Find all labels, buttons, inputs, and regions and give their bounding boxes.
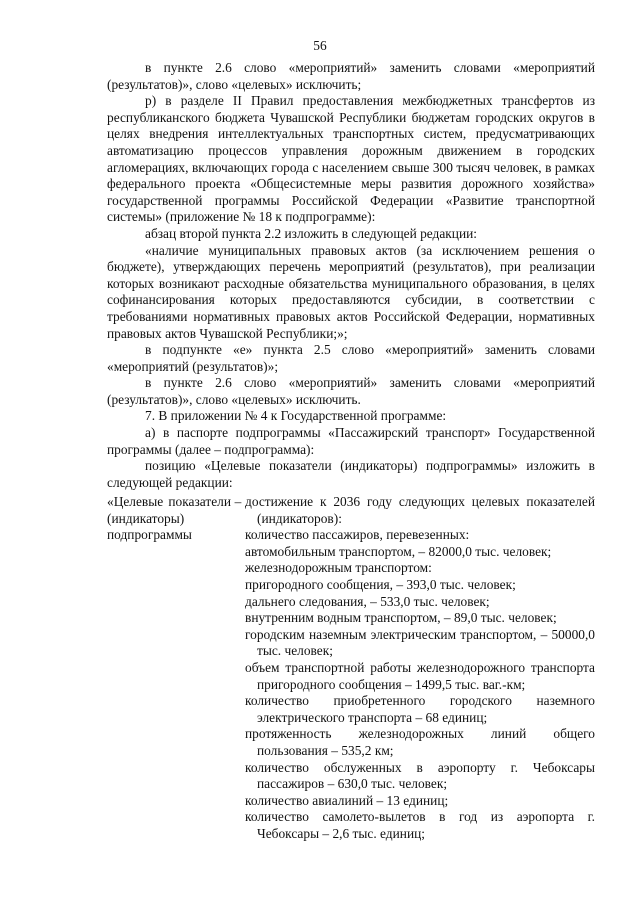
paragraph: а) в паспорте подпрограммы «Пассажирский транспорт» Государственной программы (далее – подпрограмма):	[107, 425, 595, 457]
paragraph: р) в разделе II Правил предоставления межбюджетных трансфертов из республиканского бюджета Чувашской Республики бюджетам городских округов в целях внедрения интеллектуальных транспортных систем, предусматривающих автоматизацию процессов управления дорожным движением в городских агломерациях, включающих города с населением свыше 300 тысяч человек, в рамках федерального проекта «Общесистемные меры развития дорожного хозяйства» государственной программы Российской Федерации «Развитие транспортной системы» (приложение № 18 к подпрограмме):	[107, 93, 595, 225]
indicator-item: пригородного сообщения, – 393,0 тыс. человек;	[245, 576, 516, 592]
page-number: 56	[313, 38, 327, 53]
indicators-content	[245, 494, 595, 842]
indicators-intro: достижение к 2036 году следующих целевых показателей (индикаторов):	[245, 494, 595, 526]
indicator-item: автомобильным транспортом, – 82000,0 тыс. человек;	[245, 543, 552, 559]
indicator-item: протяженность железнодорожных линий общего пользования – 535,2 км;	[245, 726, 595, 758]
paragraph: позицию «Целевые показатели (индикаторы) подпрограммы» изложить в следующей редакции:	[107, 458, 595, 490]
paragraph: в подпункте «е» пункта 2.5 слово «мероприятий» заменить словами «мероприятий (результатов)»;	[107, 342, 595, 374]
document-body	[107, 60, 595, 491]
indicator-item: количество пассажиров, перевезенных:	[245, 527, 470, 543]
indicator-item: объем транспортной работы железнодорожного транспорта пригородного сообщения – 1499,5 тыс. ваг.-км;	[245, 659, 595, 692]
paragraph: в пункте 2.6 слово «мероприятий» заменить словами «мероприятий (результатов)», слово «целевых» исключить.	[107, 375, 595, 407]
indicator-item: количество приобретенного городского наземного электрического транспорта – 68 единиц;	[245, 693, 595, 725]
indicator-item: количество обслуженных в аэропорту г. Чебоксары пассажиров – 630,0 тыс. человек;	[245, 759, 595, 792]
paragraph: абзац второй пункта 2.2 изложить в следующей редакции:	[145, 225, 478, 241]
indicator-item: внутренним водным транспортом, – 89,0 тыс. человек;	[245, 610, 557, 626]
indicator-item: количество самолето-вылетов в год из аэропорта г. Чебоксары – 2,6 тыс. единиц;	[245, 809, 595, 841]
indicator-item: железнодорожным транспортом:	[245, 560, 432, 576]
indicator-item: городским наземным электрическим транспортом, – 50000,0 тыс. человек;	[245, 626, 595, 659]
indicators-table	[107, 494, 595, 842]
indicator-item: количество авиалиний – 13 единиц;	[245, 792, 449, 808]
indicators-label: «Целевые показатели (индикаторы) подпрограммы	[107, 494, 231, 543]
indicators-dash: –	[234, 494, 242, 509]
indicator-item: дальнего следования, – 533,0 тыс. человек;	[245, 593, 490, 609]
paragraph: «наличие муниципальных правовых актов (за исключением решения о бюджете), утверждающих перечень мероприятий (результатов), при реализации которых возникают расходные обязательства муниципального образования, в целях софинансирования которых предоставляются субсидии, в соответствии с требованиями нормативных правовых актов Российской Федерации, нормативных правовых актов Чувашской Республики;»;	[107, 242, 595, 341]
paragraph: 7. В приложении № 4 к Государственной программе:	[145, 408, 447, 424]
paragraph: в пункте 2.6 слово «мероприятий» заменить словами «мероприятий (результатов)», слово «целевых» исключить;	[107, 60, 595, 92]
